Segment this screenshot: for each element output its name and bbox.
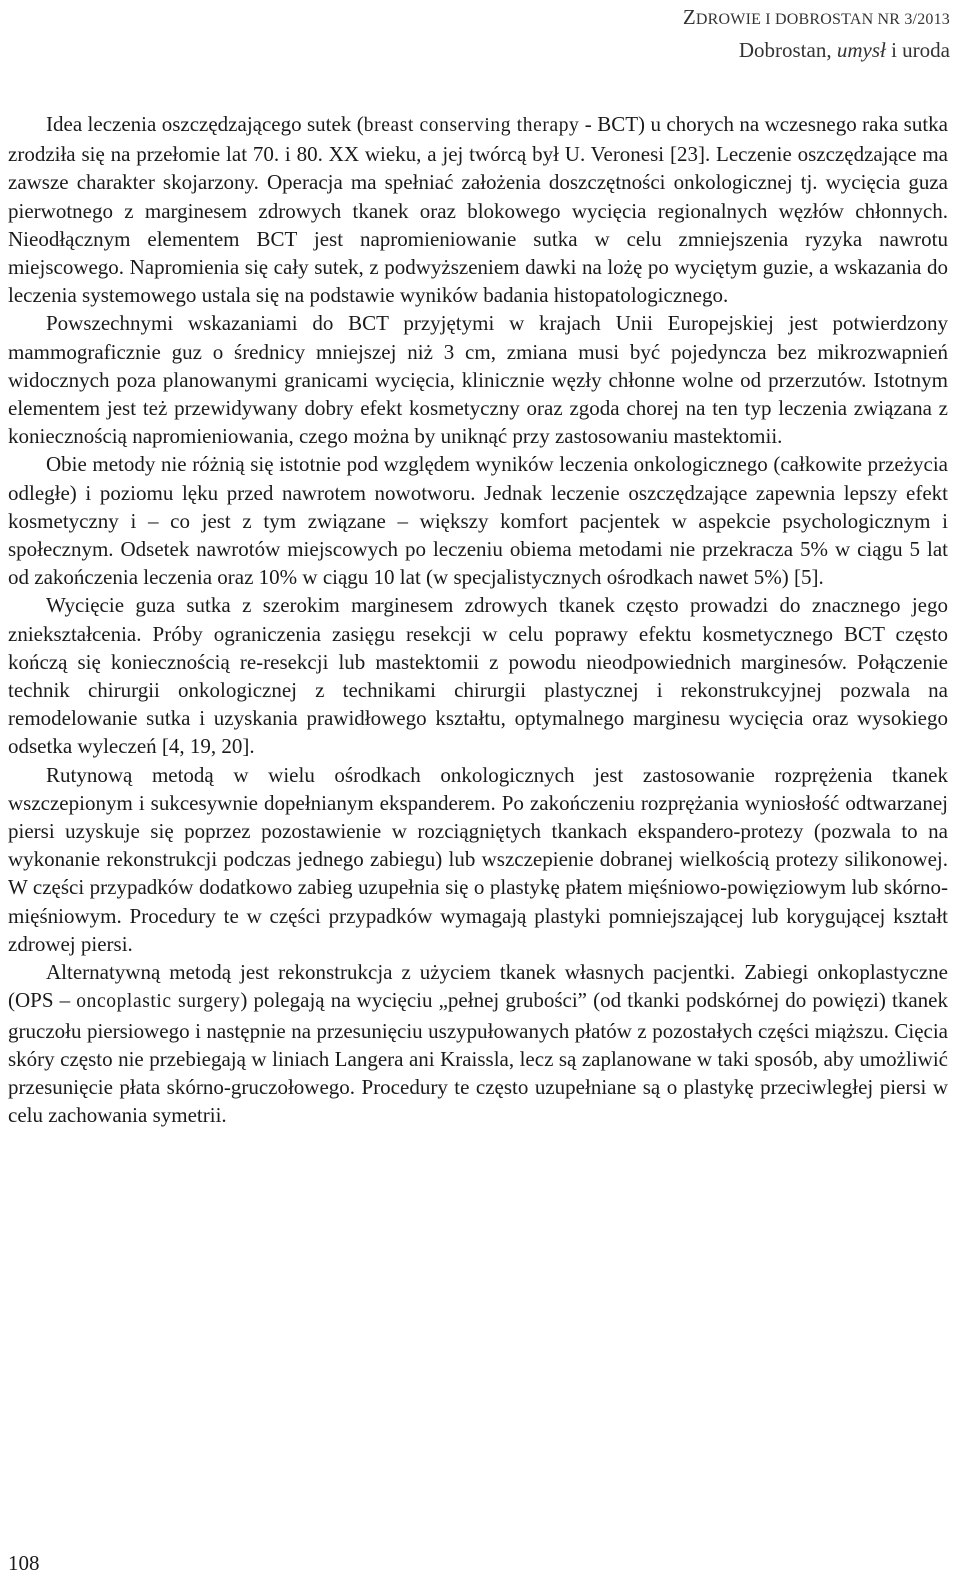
text-run: Powszechnymi wskazaniami do BCT przyjętymi w krajach Unii Europejskiej jest potwierdzony mammograficznie guz o średnicy mniejszej niż 3 cm, zmiana musi być pojedyncza bez mikrozwapnień widocznych poza planowanymi granicami wycięcia, klinicznie węzły chłonne wolne od przerzutów. Istotnym elementem jest też przewidywany dobry efekt kosmetyczny oraz zgoda chorej na ten typ leczenia związana z koniecznością napromieniowania, czego można by uniknąć przy zastosowaniu mastektomii.: [8, 311, 948, 449]
paragraph: [8, 110, 948, 309]
paragraph: [8, 958, 948, 1129]
paragraph: [8, 591, 948, 760]
spaced-term: breast conserving therapy: [363, 115, 580, 136]
text-run: Obie metody nie różnią się istotnie pod względem wyników leczenia onkologicznego (całkowite przeżycia odległe) i poziomu lęku przed nawrotem nowotworu. Jednak leczenie oszczędzające zapewnia lepszy efekt kosmetyczny i – co jest z tym związane – większy komfort pacjentek w aspekcie psychologicznym i społecznym. Odsetek nawrotów miejscowych po leczeniu obiema metodami nie przekracza 5% w ciągu 5 lat od zakończenia leczenia oraz 10% w ciągu 10 lat (w specjalistycznych ośrodkach nawet 5%) [5].: [8, 452, 948, 590]
paragraph: [8, 761, 948, 958]
text-run: Rutynową metodą w wielu ośrodkach onkologicznych jest zastosowanie rozprężenia tkanek wszczepionym i sukcesywnie dopełnianym ekspanderem. Po zakończeniu rozprężania wyniosłość odtwarzanej piersi uzyskuje się poprzez pozostawienie w rozciągniętych tkankach ekspandero-protezy (pozwala to na wykonanie rekonstrukcji podczas jednego zabiegu) lub wszczepienie dobranej wielkością protezy silikonowej. W części przypadków dodatkowo zabieg uzupełnia się o plastykę płatem mięśniowo-powięziowym lub skórno-mięśniowym. Procedury te w części przypadków wymagają plastyki pomniejszającej lub korygującej kształt zdrowej piersi.: [8, 762, 948, 956]
paragraph: [8, 309, 948, 450]
text-run: - BCT) u chorych na wczesnego raka sutka zrodziła się na przełomie lat 70. i 80. XX wieku, a jej twórcą był U. Veronesi [23]. Leczenie oszczędzające ma zawsze charakter skojarzony. Operacja ma spełniać założenia doszczętności onkologicznej tj. wycięcia guza pierwotnego z marginesem zdrowych tkanek oraz blokowego wycięcia regionalnych węzłów chłonnych. Nieodłącznym elementem BCT jest napromieniowanie sutka w celu zmniejszenia ryzyka nawrotu miejscowego. Napromienia się cały sutek, z podwyższeniem dawki na lożę po wyciętym guzie, a wskazania do leczenia systemowego ustala się na podstawie wyników badania histopatologicznego.: [8, 112, 949, 308]
page-number: 108: [8, 1551, 40, 1575]
text-run: Wycięcie guza sutka z szerokim marginesem zdrowych tkanek często prowadzi do znacznego jego zniekształcenia. Próby ograniczenia zasięgu resekcji w celu poprawy efektu kosmetycznego BCT często kończą się koniecznością re-resekcji lub mastektomii z powodu nieodpowiednich marginesów. Połączenie technik chirurgii onkologicznej z technikami chirurgii plastycznej i rekonstrukcyjnej pozwala na remodelowanie sutka i uzyskania prawidłowego kształtu, optymalnego marginesu wycięcia oraz wysokiego odsetka wyleczeń [4, 19, 20].: [8, 593, 948, 759]
running-header: [683, 2, 950, 65]
paragraph: [8, 450, 948, 591]
journal-title: ZDROWIE I DOBROSTAN NR 3/2013: [682, 5, 950, 29]
text-run: ) polegają na wycięciu „pełnej grubości” (od tkanki podskórnej do powięzi) tkanek gruczołu piersiowego i następnie na przesunięciu uszypułowanych płatów z pozostałych części miąższu. Cięcia skóry często nie przebiegają w liniach Langera ani Kraissla, lecz są zaplanowane w taki sposób, aby umożliwić przesunięcie płata skórno-gruczołowego. Procedury te często uzupełniane są o plastykę przeciwległej piersi w celu zachowania symetrii.: [8, 988, 948, 1128]
spaced-term: oncoplastic surgery: [76, 991, 241, 1013]
section-title: Dobrostan, umysł i uroda: [738, 38, 950, 62]
text-run: Alternatywną metodą jest rekonstrukcja z użyciem tkanek własnych pacjentki. Zabiegi onkoplastyczne (OPS –: [8, 960, 948, 1013]
article-body: [8, 110, 948, 1129]
text-run: Idea leczenia oszczędzającego sutek (: [46, 112, 364, 136]
